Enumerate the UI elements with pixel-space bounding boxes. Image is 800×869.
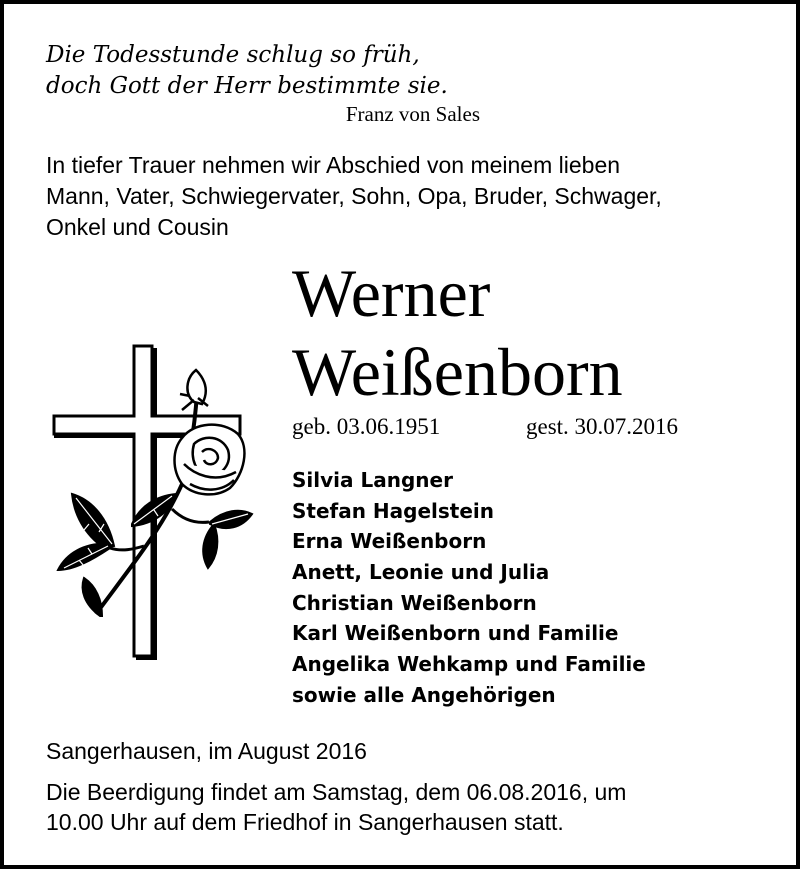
deceased-last-name: Weißenborn	[292, 334, 623, 410]
mourner-name: Angelika Wehkamp und Familie	[292, 652, 646, 677]
funeral-line: 10.00 Uhr auf dem Friedhof in Sangerhausen statt.	[46, 809, 564, 835]
quote-line: Die Todesstunde schlug so früh,	[46, 42, 420, 68]
mourner-name: sowie alle Angehörigen	[292, 682, 556, 707]
death-date: gest. 30.07.2016	[526, 414, 679, 439]
mourner-name: Anett, Leonie und Julia	[292, 560, 550, 585]
funeral-line: Die Beerdigung findet am Samstag, dem 06.08.2016, um	[46, 779, 627, 805]
intro-line: Onkel und Cousin	[46, 214, 229, 240]
mourner-name: Karl Weißenborn und Familie	[292, 621, 619, 646]
quote-line: doch Gott der Herr bestimmte sie.	[46, 73, 448, 99]
rose-icon	[175, 425, 245, 495]
mourner-name: Silvia Langner	[292, 468, 453, 492]
place-and-date: Sangerhausen, im August 2016	[46, 738, 367, 764]
mourner-name: Christian Weißenborn	[292, 590, 537, 615]
funeral-info	[46, 777, 626, 837]
mourner-name: Erna Weißenborn	[292, 529, 487, 554]
cross-with-rose-icon	[44, 334, 264, 674]
quote-author: Franz von Sales	[345, 102, 480, 126]
rose-bud-icon	[180, 370, 208, 410]
intro-line: Mann, Vater, Schwiegervater, Sohn, Opa, Bruder, Schwager,	[46, 183, 662, 209]
birth-date: geb. 03.06.1951	[292, 414, 441, 439]
mourners-list	[292, 465, 646, 711]
quote-text	[46, 40, 448, 102]
mourner-name: Stefan Hagelstein	[292, 498, 495, 523]
intro-text	[46, 150, 662, 243]
deceased-first-name: Werner	[292, 255, 491, 331]
intro-line: In tiefer Trauer nehmen wir Abschied von meinem lieben	[46, 152, 621, 178]
